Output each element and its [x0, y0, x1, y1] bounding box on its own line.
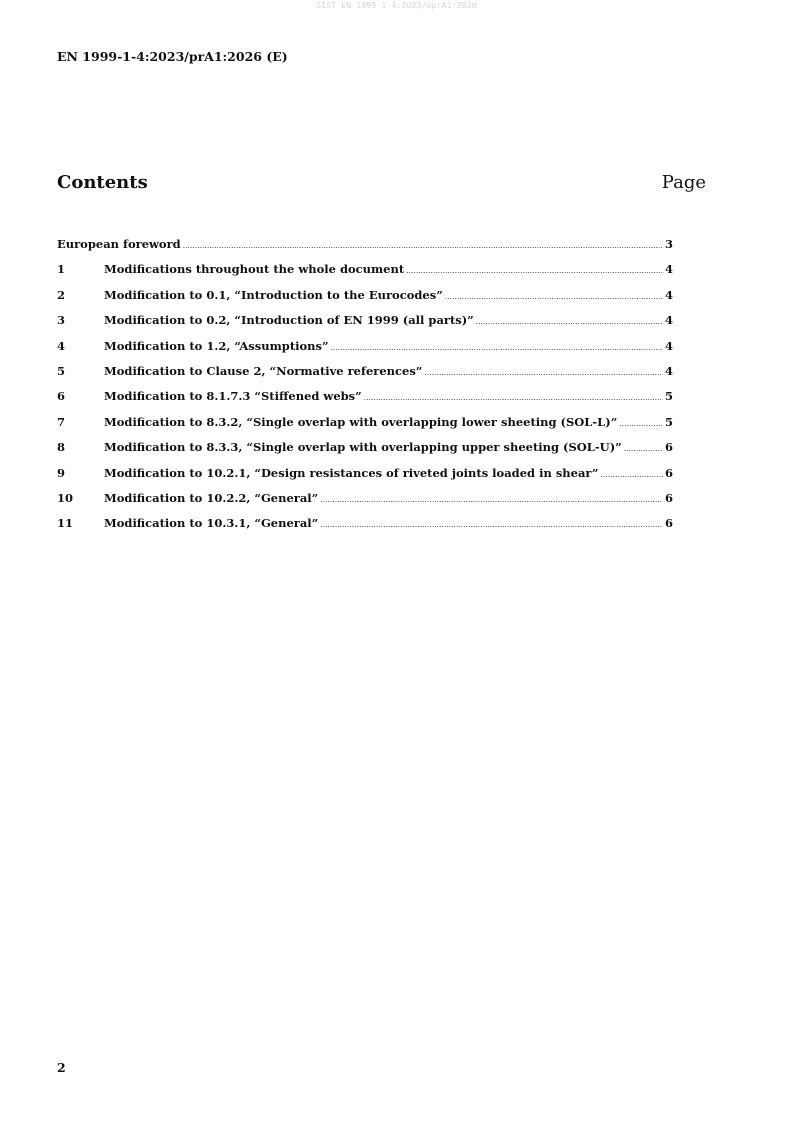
toc-entry-6[interactable]	[57, 389, 673, 414]
toc-leader-dots	[183, 242, 663, 250]
toc-leader-dots	[406, 267, 663, 275]
toc-entry-title: Modification to 0.2, “Introduction of EN 1999 (all parts)”	[104, 313, 474, 328]
toc-entry-page: 5	[664, 414, 673, 429]
toc-entry-4[interactable]	[57, 339, 673, 364]
toc-entry-11[interactable]	[57, 516, 673, 541]
toc-entry-page: 4	[664, 287, 673, 302]
toc-leader-dots	[424, 369, 663, 377]
toc-entry-number: 7	[57, 414, 66, 429]
toc-entry-page: 6	[664, 490, 673, 505]
toc-entry-number: 5	[57, 363, 66, 378]
toc-leader-dots	[601, 471, 663, 479]
contents-title: Contents	[57, 172, 148, 193]
toc-leader-dots	[624, 445, 663, 453]
toc-entry-title: European foreword	[57, 237, 181, 251]
toc-entry-page: 3	[664, 237, 673, 251]
toc-entry-number: 3	[57, 313, 66, 328]
toc-leader-dots	[320, 521, 663, 529]
toc-leader-dots	[476, 318, 663, 326]
toc-entry-title: Modifications throughout the whole document	[104, 262, 405, 277]
toc-entry-3[interactable]	[57, 313, 673, 338]
toc-entry-page: 6	[664, 440, 673, 455]
toc-entry-page: 6	[664, 465, 673, 480]
toc-entry-7[interactable]	[57, 415, 673, 440]
toc-entry-foreword[interactable]	[57, 237, 673, 262]
toc-entry-2[interactable]	[57, 288, 673, 313]
toc-entry-title: Modification to 10.2.1, “Design resistances of riveted joints loaded in shear”	[104, 465, 599, 480]
toc-leader-dots	[619, 420, 663, 428]
toc-entry-title: Modification to Clause 2, “Normative references”	[104, 363, 423, 378]
toc-leader-dots	[364, 394, 663, 402]
toc-entry-10[interactable]	[57, 491, 673, 516]
toc-entry-page: 4	[664, 262, 673, 277]
toc-entry-number: 4	[57, 338, 66, 353]
toc-entry-page: 4	[664, 363, 673, 378]
page-number: 2	[57, 1060, 66, 1075]
toc-entry-title: Modification to 1.2, “Assumptions”	[104, 338, 329, 353]
toc-leader-dots	[445, 293, 663, 301]
toc-entry-number: 2	[57, 287, 66, 302]
toc-entry-page: 4	[664, 338, 673, 353]
toc-entry-number: 1	[57, 262, 66, 277]
toc-entry-title: Modification to 10.3.1, “General”	[104, 516, 319, 531]
toc-entry-number: 10	[57, 490, 74, 505]
table-of-contents	[57, 237, 673, 542]
page-column-label: Page	[661, 172, 706, 193]
toc-entry-9[interactable]	[57, 466, 673, 491]
toc-entry-title: Modification to 8.3.3, “Single overlap with overlapping upper sheeting (SOL-U)”	[104, 440, 622, 455]
toc-entry-number: 11	[57, 516, 74, 531]
toc-entry-5[interactable]	[57, 364, 673, 389]
watermark: SIST EN 1999-1-4:2023/oprA1:2026	[316, 1, 477, 10]
toc-leader-dots	[320, 496, 663, 504]
toc-entry-title: Modification to 8.1.7.3 “Stiffened webs”	[104, 389, 362, 404]
toc-entry-number: 9	[57, 465, 66, 480]
toc-entry-page: 6	[664, 516, 673, 531]
toc-entry-title: Modification to 8.3.2, “Single overlap with overlapping lower sheeting (SOL-L)”	[104, 414, 618, 429]
toc-entry-number: 8	[57, 440, 66, 455]
toc-entry-page: 5	[664, 389, 673, 404]
toc-entry-title: Modification to 10.2.2, “General”	[104, 490, 319, 505]
toc-entry-1[interactable]	[57, 262, 673, 287]
toc-entry-page: 4	[664, 313, 673, 328]
toc-entry-8[interactable]	[57, 440, 673, 465]
document-id: EN 1999-1-4:2023/prA1:2026 (E)	[57, 49, 288, 64]
toc-entry-number: 6	[57, 389, 66, 404]
toc-leader-dots	[331, 344, 663, 352]
toc-entry-title: Modification to 0.1, “Introduction to the Eurocodes”	[104, 287, 443, 302]
